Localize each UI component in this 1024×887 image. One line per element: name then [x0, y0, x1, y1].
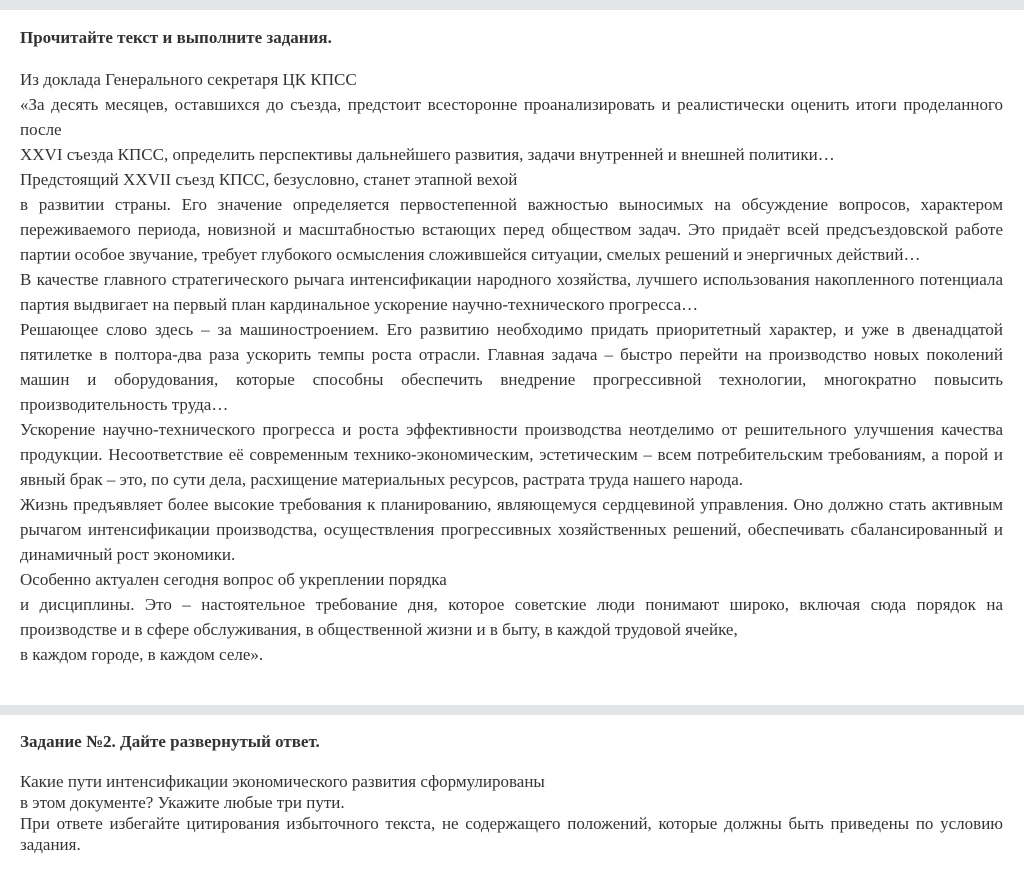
instruction-heading: Прочитайте текст и выполните задания. [20, 28, 332, 47]
section-separator [0, 705, 1024, 715]
passage-paragraph: Особенно актуален сегодня вопрос об укреплении порядка [20, 570, 447, 589]
passage-paragraph: Ускорение научно-технического прогресса и роста эффективности производства неотделимо от решительного улучшения качества продукции. Несоответствие её современным технико-экономическим, эстетическим – всем потребительским требованиям, а порой и явный брак – это, по сути дела, расхищение материальных ресурсов, растрата труда нашего народа. [20, 420, 1003, 489]
passage-paragraph: Предстоящий XXVII съезд КПСС, безусловно, станет этапной вехой [20, 170, 518, 189]
passage-card [20, 28, 1003, 667]
passage-paragraph: В качестве главного стратегического рычага интенсификации народного хозяйства, лучшего использования накопленного потенциала партия выдвигает на первый план кардинальное ускорение научно-технического прогресса… [20, 270, 1003, 314]
task-text [20, 771, 1003, 855]
passage-paragraph: и дисциплины. Это – настоятельное требование дня, которое советские люди понимают широко, включая сюда порядок на производстве и в сфере обслуживания, в общественной жизни и в быту, в каждой трудовой ячейке, [20, 595, 1003, 639]
passage-paragraph: «За десять месяцев, оставшихся до съезда, предстоит всесторонне проанализировать и реалистически оценить итоги проделанного после [20, 95, 1003, 139]
task-question-line: в этом документе? Укажите любые три пути. [20, 793, 345, 812]
passage-paragraph: Решающее слово здесь – за машиностроением. Его развитию необходимо придать приоритетный характер, и уже в двенадцатой пятилетке в полтора-два раза ускорить темпы роста отрасли. Главная задача – быстро перейти на производство новых поколений машин и оборудования, которые способны обеспечить внедрение прогрессивной технологии, многократно повысить производительность труда… [20, 320, 1003, 414]
passage-paragraph: XXVI съезда КПСС, определить перспективы дальнейшего развития, задачи внутренней и внешней политики… [20, 145, 835, 164]
passage-text [20, 67, 1003, 667]
passage-paragraph: в каждом городе, в каждом селе». [20, 645, 264, 664]
task-card [20, 732, 1003, 855]
task-note: При ответе избегайте цитирования избыточного текста, не содержащего положений, которые должны быть приведены по условию задания. [20, 814, 1003, 854]
passage-paragraph: Жизнь предъявляет более высокие требования к планированию, являющемуся сердцевиной управления. Оно должно стать активным рычагом интенсификации производства, осуществления прогрессивных хозяйственных решений, обеспечивать сбалансированный и динамичный рост экономики. [20, 495, 1003, 564]
task-title: Задание №2. Дайте развернутый ответ. [20, 732, 320, 751]
passage-source-line: Из доклада Генерального секретаря ЦК КПСС [20, 70, 357, 89]
top-separator [0, 0, 1024, 10]
task-question-line: Какие пути интенсификации экономического развития сформулированы [20, 772, 545, 791]
passage-paragraph: в развитии страны. Его значение определяется первостепенной важностью выносимых на обсуждение вопросов, характером переживаемого периода, новизной и масштабностью встающих перед обществом задач. Это придаёт всей предсъездовской работе партии особое звучание, требует глубокого осмысления сложившейся ситуации, смелых решений и энергичных действий… [20, 195, 1003, 264]
